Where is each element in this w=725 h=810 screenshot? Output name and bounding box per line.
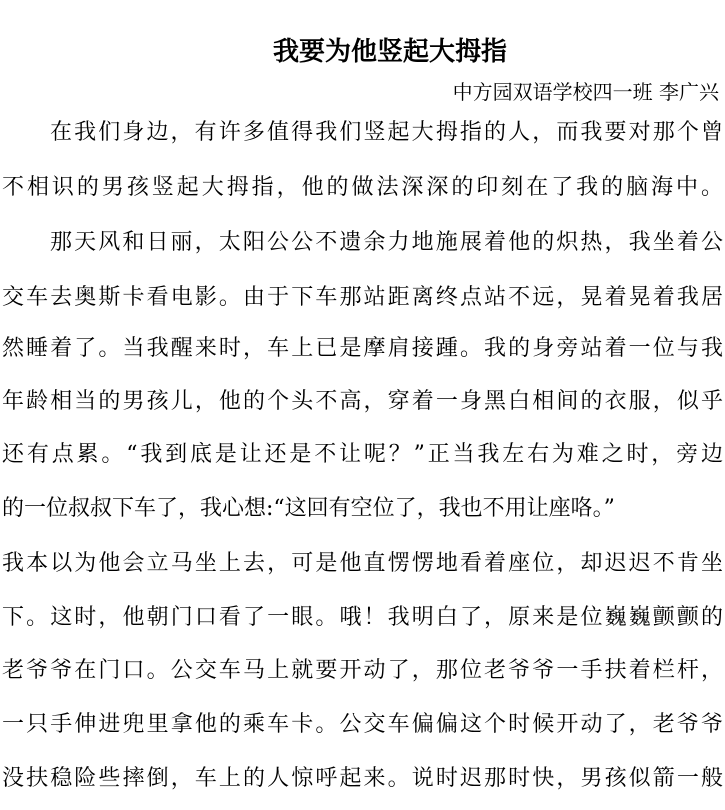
text-line: 还有点累。“我到底是让还是不让呢？”正当我左右为难之时，旁边 [2,442,723,467]
text-line: 在我们身边，有许多值得我们竖起大拇指的人，而我要对那个曾 [50,120,723,145]
text-line: 然睡着了。当我醒来时，车上已是摩肩接踵。我的身旁站着一位与我 [2,336,723,361]
text-line: 那天风和日丽，太阳公公不遗余力地施展着他的炽热，我坐着公 [50,230,723,255]
text-line: 下。这时，他朝门口看了一眼。哦！我明白了，原来是位巍巍颤颤的 [2,605,723,630]
text-line: 老爷爷在门口。公交车马上就要开动了，那位老爷爷一手扶着栏杆， [2,658,723,683]
document-title: 我要为他竖起大拇指 [272,37,507,67]
text-line: 交车去奥斯卡看电影。由于下车那站距离终点站不远，晃着晃着我居 [2,285,723,310]
text-line: 我本以为他会立马坐上去，可是他直愣愣地看着座位，却迟迟不肯坐 [2,551,723,576]
text-line: 不相识的男孩竖起大拇指，他的做法深深的印刻在了我的脑海中。 [2,175,723,200]
text-line: 的一位叔叔下车了，我心想:“这回有空位了，我也不用让座咯。” [2,496,615,521]
text-line: 年龄相当的男孩儿，他的个头不高，穿着一身黑白相间的衣服，似乎 [2,389,723,414]
author-byline: 中方园双语学校四一班 李广兴 [452,80,719,104]
text-line: 没扶稳险些摔倒，车上的人惊呼起来。说时迟那时快，男孩似箭一般 [2,766,723,791]
text-line: 一只手伸进兜里拿他的乘车卡。公交车偏偏这个时候开动了，老爷爷 [2,712,723,737]
